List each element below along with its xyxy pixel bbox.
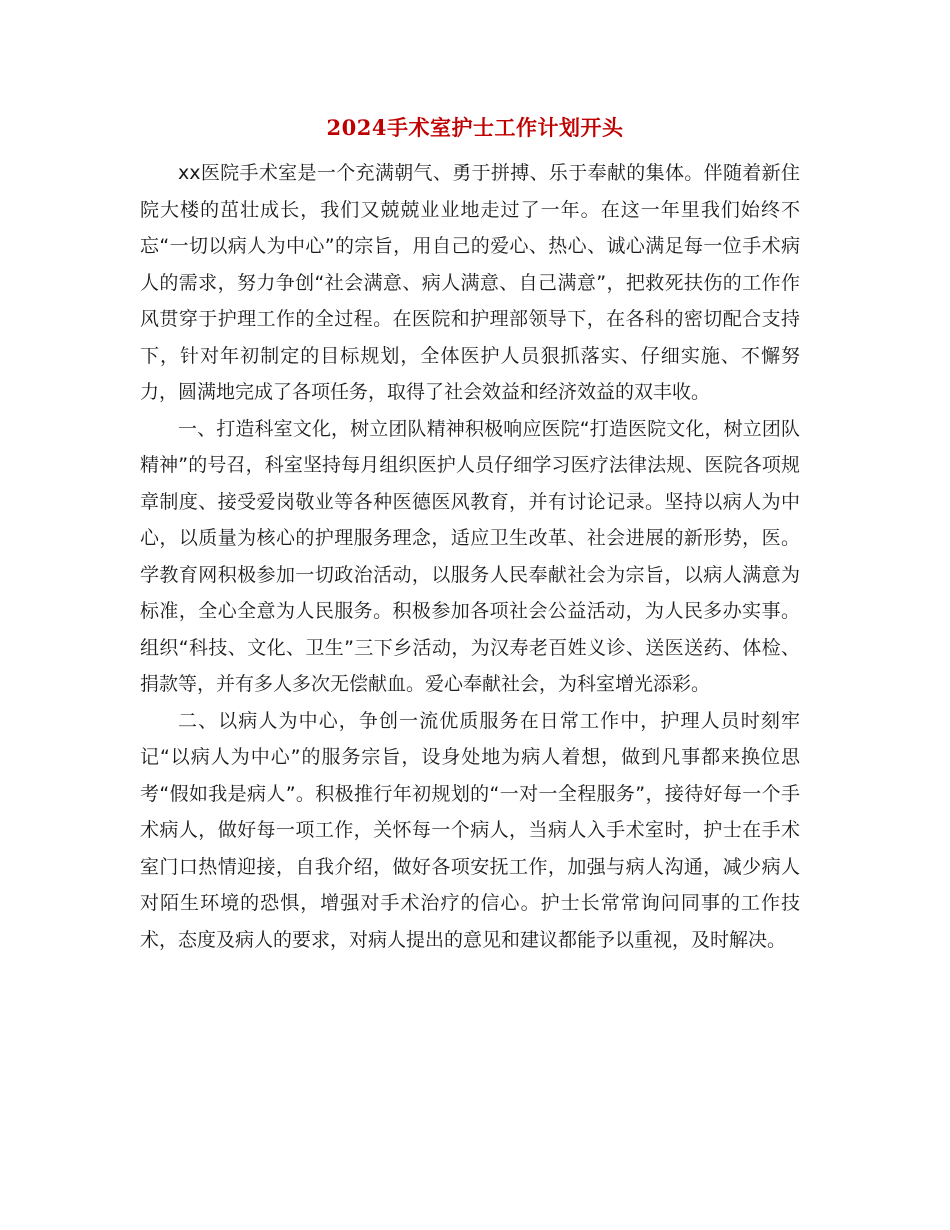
- document-body: [140, 155, 800, 958]
- document-title: 2024手术室护士工作计划开头: [326, 115, 624, 140]
- paragraph-section-one: 一、打造科室文化，树立团队精神积极响应医院“打造医院文化，树立团队精神”的号召，科室坚持每月组织医护人员仔细学习医疗法律法规、医院各项规章制度、接受爱岗敬业等各种医德医风教育，并有讨论记录。坚持以病人为中心，以质量为核心的护理服务理念，适应卫生改革、社会进展的新形势，医。学教育网积极参加一切政治活动，以服务人民奉献社会为宗旨，以病人满意为标准，全心全意为人民服务。积极参加各项社会公益活动，为人民多办实事。组织“科技、文化、卫生”三下乡活动，为汉寿老百姓义诊、送医送药、体检、捐款等，并有多人多次无偿献血。爱心奉献社会，为科室增光添彩。: [140, 417, 800, 695]
- paragraph-section-two: 二、以病人为中心，争创一流优质服务在日常工作中，护理人员时刻牢记“以病人为中心”的服务宗旨，设身处地为病人着想，做到凡事都来换位思考“假如我是病人”。积极推行年初规划的“一对一全程服务”，接待好每一个手术病人，做好每一项工作，关怀每一个病人，当病人入手术室时，护士在手术室门口热情迎接，自我介绍，做好各项安抚工作，加强与病人沟通，减少病人对陌生环境的恐惧，增强对手术治疗的信心。护士长常常询问同事的工作技术，态度及病人的要求，对病人提出的意见和建议都能予以重视，及时解决。: [140, 709, 800, 951]
- paragraph-intro: xx医院手术室是一个充满朝气、勇于拼搏、乐于奉献的集体。伴随着新住院大楼的茁壮成长，我们又兢兢业业地走过了一年。在这一年里我们始终不忘“一切以病人为中心”的宗旨，用自己的爱心、热心、诚心满足每一位手术病人的需求，努力争创“社会满意、病人满意、自己满意”，把救死扶伤的工作作风贯穿于护理工作的全过程。在医院和护理部领导下，在各科的密切配合支持下，针对年初制定的目标规划，全体医护人员狠抓落实、仔细实施、不懈努力，圆满地完成了各项任务，取得了社会效益和经济效益的双丰收。: [140, 162, 800, 403]
